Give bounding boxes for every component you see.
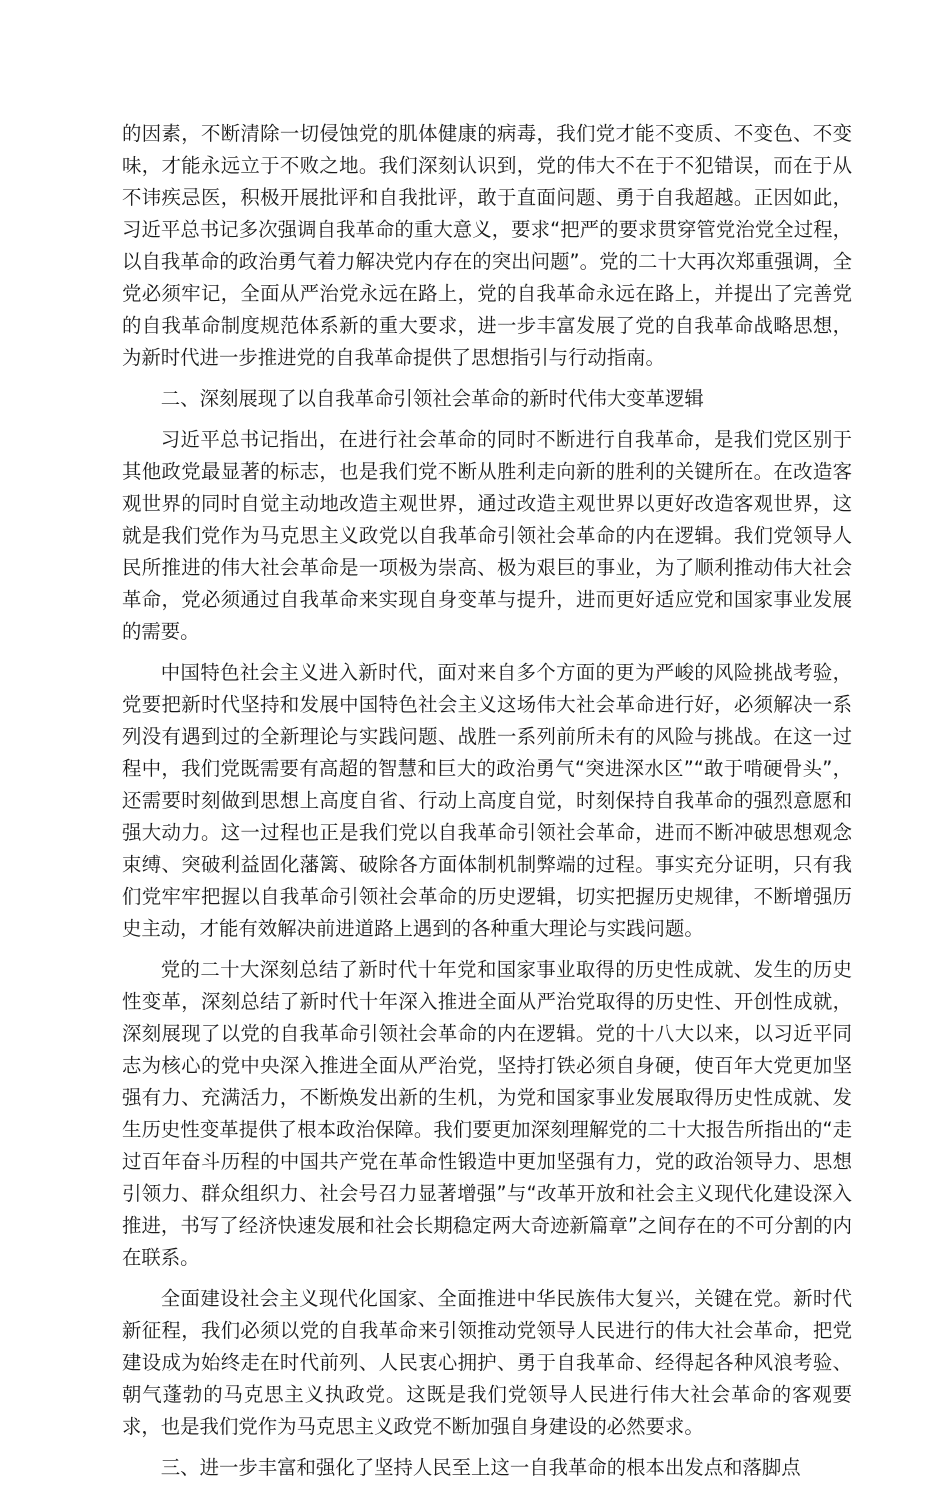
body-paragraph: 全面建设社会主义现代化国家、全面推进中华民族伟大复兴，关键在党。新时代新征程，我们必须以党的自我革命来引领推动党领导人民进行的伟大社会革命，把党建设成为始终走在时代前列、人民衷心拥护、勇于自我革命、经得起各种风浪考验、朝气蓬勃的马克思主义执政党。这既是我们党领导人民进行伟大社会革命的客观要求，也是我们党作为马克思主义政党不断加强自身建设的必然要求。 — [122, 1287, 852, 1438]
section-heading-3: 三、进一步丰富和强化了坚持人民至上这一自我革命的根本出发点和落脚点 — [160, 1456, 801, 1479]
body-paragraph: 习近平总书记指出，在进行社会革命的同时不断进行自我革命，是我们党区别于其他政党最显著的标志，也是我们党不断从胜利走向新的胜利的关键所在。在改造客观世界的同时自觉主动地改造主观世界，通过改造主观世界以更好改造客观世界，这就是我们党作为马克思主义政党以自我革命引领社会革命的内在逻辑。我们党领导人民所推进的伟大社会革命是一项极为崇高、极为艰巨的事业，为了顺利推动伟大社会革命，党必须通过自我革命来实现自身变革与提升，进而更好适应党和国家事业发展的需要。 — [122, 428, 852, 643]
body-paragraph: 中国特色社会主义进入新时代，面对来自多个方面的更为严峻的风险挑战考验，党要把新时代坚持和发展中国特色社会主义这场伟大社会革命进行好，必须解决一系列没有遇到过的全新理论与实践问题、战胜一系列前所未有的风险与挑战。在这一过程中，我们党既需要有高超的智慧和巨大的政治勇气“突进深水区”“敢于啃硬骨头”，还需要时刻做到思想上高度自省、行动上高度自觉，时刻保持自我革命的强烈意愿和强大动力。这一过程也正是我们党以自我革命引领社会革命，进而不断冲破思想观念束缚、突破利益固化藩篱、破除各方面体制机制弊端的过程。事实充分证明，只有我们党牢牢把握以自我革命引领社会革命的历史逻辑，切实把握历史规律，不断增强历史主动，才能有效解决前进道路上遇到的各种重大理论与实践问题。 — [122, 661, 852, 940]
section-heading-2: 二、深刻展现了以自我革命引领社会革命的新时代伟大变革逻辑 — [160, 387, 704, 410]
paragraph-continuation: 的因素，不断清除一切侵蚀党的肌体健康的病毒，我们党才能不变质、不变色、不变味，才能永远立于不败之地。我们深刻认识到，党的伟大不在于不犯错误，而在于从不讳疾忌医，积极开展批评和自我批评，敢于直面问题、勇于自我超越。正因如此，习近平总书记多次强调自我革命的重大意义，要求“把严的要求贯穿管党治党全过程，以自我革命的政治勇气着力解决党内存在的突出问题”。党的二十大再次郑重强调，全党必须牢记，全面从严治党永远在路上，党的自我革命永远在路上，并提出了完善党的自我革命制度规范体系新的重大要求，进一步丰富发展了党的自我革命战略思想，为新时代进一步推进党的自我革命提供了思想指引与行动指南。 — [122, 122, 852, 369]
document-page — [122, 118, 852, 1493]
body-paragraph: 党的二十大深刻总结了新时代十年党和国家事业取得的历史性成就、发生的历史性变革，深刻总结了新时代十年深入推进全面从严治党取得的历史性、开创性成就，深刻展现了以党的自我革命引领社会革命的内在逻辑。党的十八大以来，以习近平同志为核心的党中央深入推进全面从严治党，坚持打铁必须自身硬，使百年大党更加坚强有力、充满活力，不断焕发出新的生机，为党和国家事业发展取得历史性成就、发生历史性变革提供了根本政治保障。我们要更加深刻理解党的二十大报告所指出的“走过百年奋斗历程的中国共产党在革命性锻造中更加坚强有力，党的政治领导力、思想引领力、群众组织力、社会号召力显著增强”与“改革开放和社会主义现代化建设深入推进，书写了经济快速发展和社会长期稳定两大奇迹新篇章”之间存在的不可分割的内在联系。 — [122, 958, 852, 1269]
